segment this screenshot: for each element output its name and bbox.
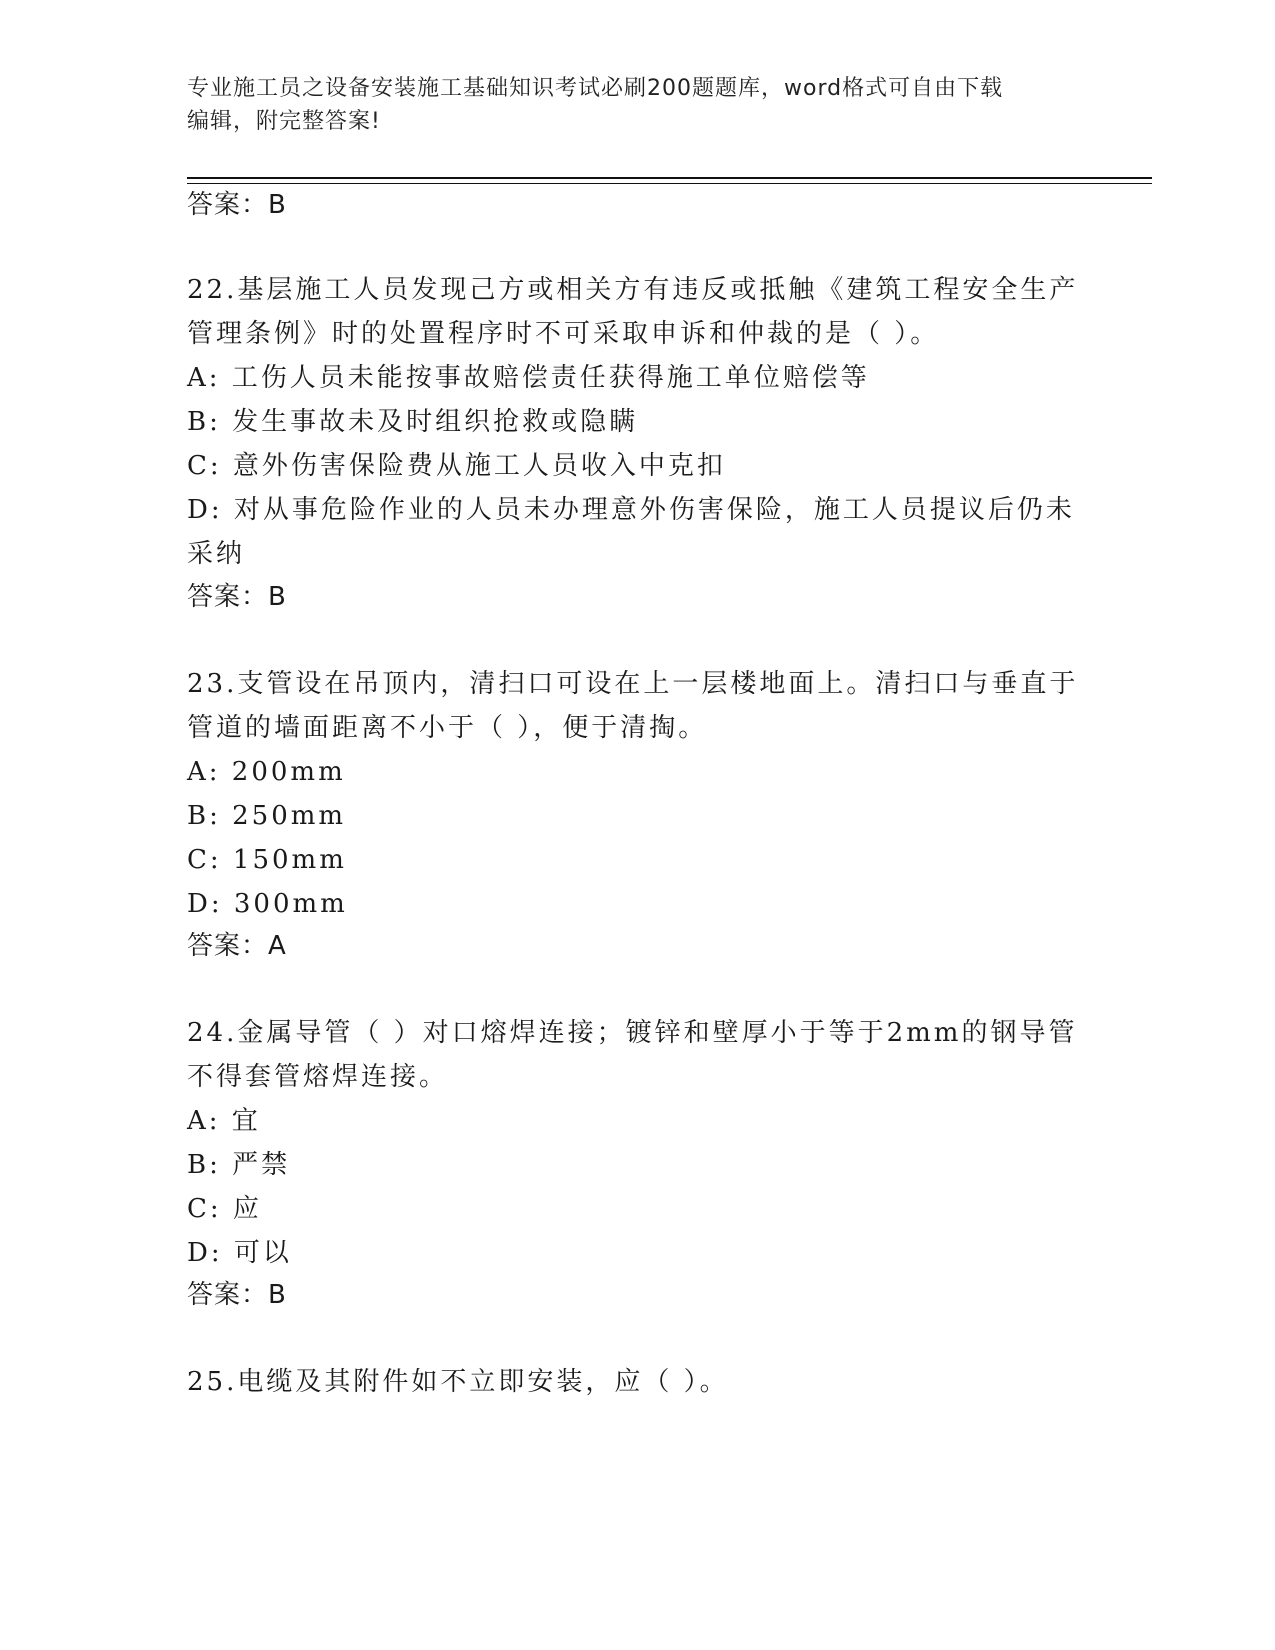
answer: 答案：B <box>187 1280 287 1310</box>
option-c: C: 应 <box>187 1194 262 1224</box>
question-stem-line: 不得套管熔焊连接。 <box>187 1062 449 1092</box>
option-b: B: 严禁 <box>187 1150 291 1180</box>
question-stem-line: 25.电缆及其附件如不立即安装，应（ ）。 <box>187 1367 729 1397</box>
question-stem-line: 23.支管设在吊顶内，清扫口可设在上一层楼地面上。清扫口与垂直于 <box>187 669 1079 699</box>
option-a: A: 宜 <box>187 1106 261 1136</box>
header-line-1: 专业施工员之设备安装施工基础知识考试必刷200题题库，word格式可自由下载 <box>187 76 1004 101</box>
question-stem-line: 22.基层施工人员发现己方或相关方有违反或抵触《建筑工程安全生产 <box>187 275 1079 305</box>
option-a: A: 工伤人员未能按事故赔偿责任获得施工单位赔偿等 <box>187 363 870 393</box>
header-line-2: 编辑，附完整答案! <box>187 109 381 134</box>
question-stem-line: 管理条例》时的处置程序时不可采取申诉和仲裁的是（ ）。 <box>187 319 940 349</box>
option-d: D: 300mm <box>187 889 348 919</box>
answer: 答案：B <box>187 582 287 612</box>
option-d: D: 可以 <box>187 1238 292 1268</box>
option-c: C: 150mm <box>187 845 347 875</box>
header-divider-thin <box>187 183 1152 184</box>
previous-answer: 答案：B <box>187 190 287 220</box>
option-a: A: 200mm <box>187 757 346 787</box>
question-stem-line: 管道的墙面距离不小于（ ），便于清掏。 <box>187 713 708 743</box>
option-d-continued: 采纳 <box>187 539 246 569</box>
option-d: D: 对从事危险作业的人员未办理意外伤害保险，施工人员提议后仍未 <box>187 495 1075 525</box>
answer: 答案：A <box>187 931 287 961</box>
option-c: C: 意外伤害保险费从施工人员收入中克扣 <box>187 451 726 481</box>
option-b: B: 250mm <box>187 801 347 831</box>
option-b: B: 发生事故未及时组织抢救或隐瞒 <box>187 407 639 437</box>
header-divider-thick <box>187 177 1152 179</box>
question-stem-line: 24.金属导管（ ）对口熔焊连接；镀锌和壁厚小于等于2mm的钢导管 <box>187 1018 1078 1048</box>
document-header <box>187 72 1087 138</box>
